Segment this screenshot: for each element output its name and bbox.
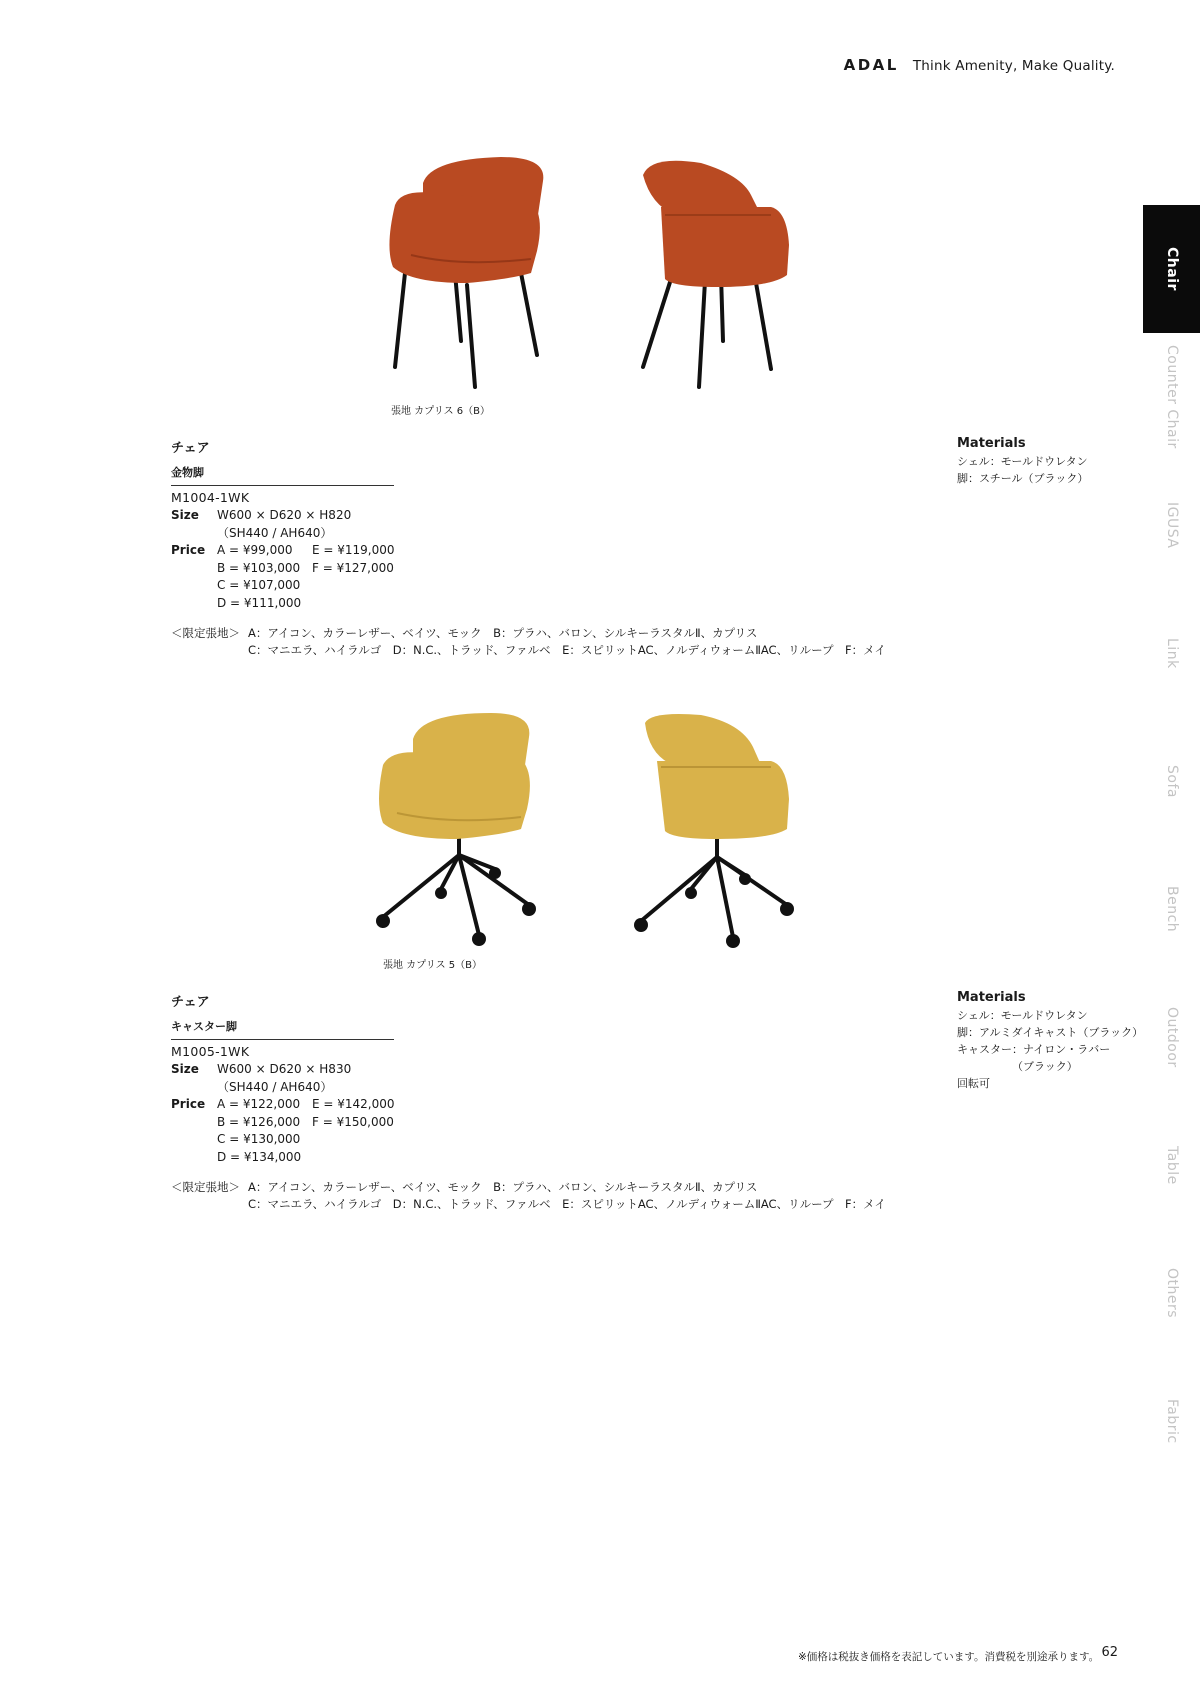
price-c: C = ¥107,000	[217, 578, 301, 592]
fabric-grades-line2: C：マニエラ、ハイラルゴ D：N.C.、トラッド、ファルベ E：スピリットAC、ノルディウォームⅡAC、リループ F：メイ	[248, 642, 886, 657]
size-seat-arm-height: （SH440 / AH640）	[217, 1079, 333, 1094]
page-number: 62	[1101, 1645, 1118, 1660]
category-title: チェア	[171, 441, 210, 456]
tab-chair[interactable]: Chair	[1143, 205, 1200, 333]
fabric-grades-line2: C：マニエラ、ハイラルゴ D：N.C.、トラッド、ファルベ E：スピリットAC、ノルディウォームⅡAC、リループ F：メイ	[248, 1196, 886, 1211]
price-a: A = ¥99,000	[217, 543, 293, 557]
material-item: 脚：アルミダイキャスト（ブラック）	[957, 1026, 1144, 1039]
tab-table[interactable]: Table	[1163, 1145, 1180, 1185]
price-label: Price	[171, 1097, 206, 1111]
category-title: チェア	[171, 995, 210, 1010]
tab-igusa[interactable]: IGUSA	[1163, 501, 1180, 549]
size-dimensions: W600 × D620 × H820	[217, 508, 352, 522]
model-number: M1005-1WK	[171, 1044, 250, 1059]
material-item: 脚：スチール（ブラック）	[957, 472, 1089, 485]
price-c: C = ¥130,000	[217, 1132, 301, 1146]
price-e: E = ¥142,000	[312, 1097, 395, 1111]
chair-back-image	[621, 709, 821, 949]
chair-back-image	[621, 155, 821, 395]
size-dimensions: W600 × D620 × H830	[217, 1062, 352, 1076]
product-photos	[371, 709, 831, 949]
price-f: F = ¥127,000	[312, 560, 394, 575]
materials-title: Materials	[957, 990, 1026, 1005]
tab-link[interactable]: Link	[1163, 637, 1180, 669]
price-b: B = ¥103,000	[217, 560, 301, 575]
material-item: （ブラック）	[1012, 1060, 1078, 1073]
materials-title: Materials	[957, 436, 1026, 451]
fabric-grades-line1: A：アイコン、カラーレザー、ベイツ、モック B：プラハ、バロン、シルキーラスタルⅡ、カプリス	[248, 1180, 758, 1194]
materials-block	[957, 989, 1143, 1092]
limited-fabric-list	[171, 1179, 886, 1212]
model-number: M1004-1WK	[171, 490, 250, 505]
tagline: Think Amenity, Make Quality.	[912, 58, 1115, 74]
tab-others[interactable]: Others	[1163, 1267, 1180, 1319]
tax-note: ※価格は税抜き価格を表記しています。消費税を別途承ります。	[798, 1651, 1100, 1663]
material-item: 回転可	[957, 1077, 990, 1090]
price-f: F = ¥150,000	[312, 1114, 394, 1129]
price-table	[217, 542, 402, 612]
size-seat-arm-height: （SH440 / AH640）	[217, 525, 333, 540]
limited-fabric-label: ＜限定張地＞	[171, 626, 240, 640]
chair-front-image	[361, 709, 561, 949]
chair-shell	[643, 161, 789, 287]
tab-bench[interactable]: Bench	[1163, 885, 1180, 933]
page-header	[844, 56, 1115, 74]
price-a: A = ¥122,000	[217, 1097, 301, 1111]
fabric-caption: 張地 カプリス 5（B）	[383, 960, 482, 971]
base-type-subtitle: 金物脚	[171, 464, 394, 486]
size-label: Size	[171, 508, 199, 522]
limited-fabric-label: ＜限定張地＞	[171, 1180, 240, 1194]
material-item: シェル：モールドウレタン	[957, 455, 1088, 468]
price-table	[217, 1096, 402, 1166]
fabric-grades-line1: A：アイコン、カラーレザー、ベイツ、モック B：プラハ、バロン、シルキーラスタルⅡ、カプリス	[248, 626, 758, 640]
tab-fabric[interactable]: Fabric	[1163, 1398, 1180, 1444]
tab-outdoor[interactable]: Outdoor	[1163, 1006, 1180, 1068]
price-b: B = ¥126,000	[217, 1114, 301, 1129]
price-d: D = ¥111,000	[217, 595, 302, 610]
brand-logo: ADAL	[843, 56, 899, 74]
material-item: キャスター：ナイロン・ラバー	[957, 1043, 1111, 1056]
material-item: シェル：モールドウレタン	[957, 1009, 1088, 1022]
price-e: E = ¥119,000	[312, 543, 395, 557]
chair-shell	[645, 714, 789, 839]
limited-fabric-list	[171, 625, 886, 658]
tab-sofa[interactable]: Sofa	[1163, 764, 1180, 798]
price-label: Price	[171, 543, 206, 557]
price-d: D = ¥134,000	[217, 1149, 302, 1164]
product-photos	[371, 155, 831, 395]
fabric-caption: 張地 カプリス 6（B）	[391, 406, 490, 417]
size-label: Size	[171, 1062, 199, 1076]
chair-shell	[389, 157, 543, 283]
chair-front-image	[371, 155, 571, 395]
tab-counter-chair[interactable]: Counter Chair	[1163, 345, 1180, 449]
base-type-subtitle: キャスター脚	[171, 1018, 394, 1040]
materials-block	[957, 435, 1088, 487]
